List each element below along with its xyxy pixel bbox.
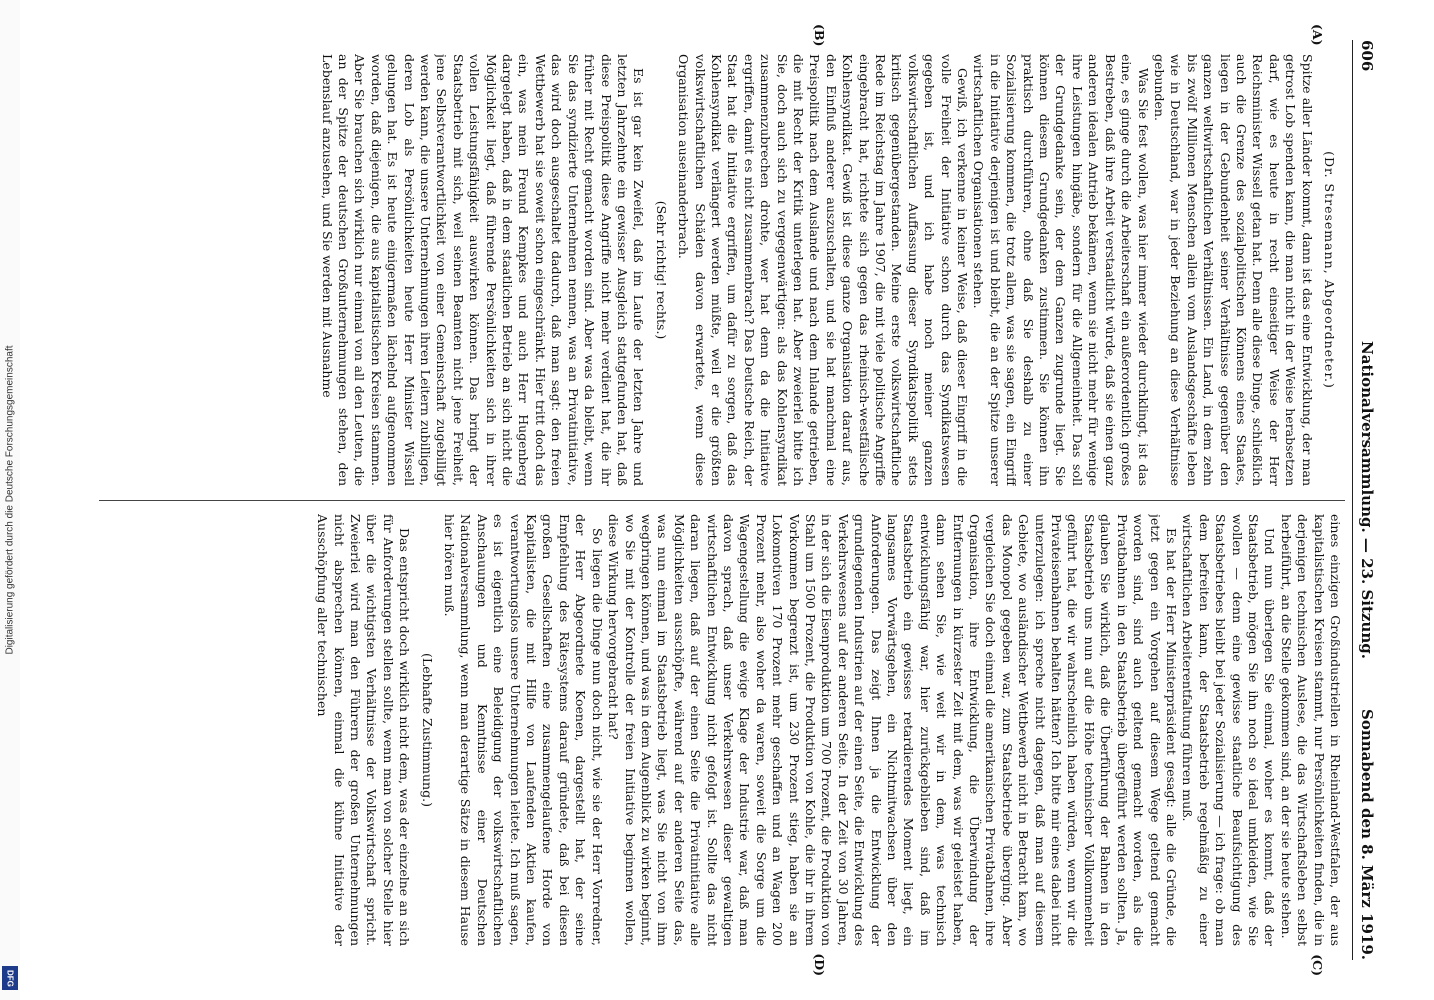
paragraph: Es hat der Herr Ministerpräsident gesagt: alle die Gründe, die jetzt gegen ein Vorgehen auf diesem Wege geltend gemacht worden sind, sind auch geltend gemacht worden, als die Privatbahnen in den Staatsbetrieb übergeführt werden sollten. Ja, glauben Sie wirklich, daß die Überführung der Bahnen in den Staatsbetrieb uns nun auf die Höhe technischer Vollkommenheit geführt hat, die wir wahrscheinlich haben würden, wenn wir die Privateisenbahnen behalten hätten? Ich bitte mir eines dabei nicht unterzulegen: ich spreche nicht dagegen, daß man auf diesem Gebiete, wo ausländischer Wettbewerb nicht in Betracht kam, wo das Monopol gegeben war, zum Staatsbetriebe überging. Aber vergleichen Sie doch einmal die amerikanischen Privatbahnen, ihre Organisation, ihre Entwicklung, die Überwindung der Entfernungen in kürzester Zeit mit dem, was wir geleistet haben, dann sehen Sie, wie weit wir in dem, was technisch entwicklungsfähig war, hier zurückgeblieben sind, daß im Staatsbetrieb ein gewisses retardierendes Moment liegt, ein langsames Vorwärtsgehen, ein Nichtmitwachsen über den Anforderungen. Das zeigt Ihnen ja die Entwicklung der grundlegenden Industrien auf der einen Seite, die Entwicklung des Verkehrswesens auf der anderen Seite. In der Zeit von 30 Jahren, in der sich die Eisenproduktion um 700 Prozent, die Produktion von Stahl um 1500 Prozent, die Produktion von Kohle, die ihr in ihrem Vorkommen begrenzt ist, um 230 Prozent stieg, haben sie an Lokomotiven 170 Prozent mehr geschaffen und an Wagen 200 Prozent mehr, also woher da waren, soweit die Sorge um die Wagengestellung die ewige Klage der Industrie war, daß man davon sprach, daß unser Verkehrswesen dieser gewaltigen wirtschaftlichen Entwicklung nicht gefolgt ist. Sollte das nicht daran liegen, daß auf der einen Seite die Privatinitiative alle Möglichkeiten ausschöpfte, während auf der anderen Seite das, was nun einmal im Staatsbetrieb liegt, was Sie nicht von ihm wegbringen können, und was in dem Augenblick zu wirken beginnt, wo Sie mit der Kontrolle der freien Initiative beginnen wollen, diese Wirkung hervorgebracht hat? [606,514,1179,946]
digitization-credit: Digitalisierung gefördert durch die Deutsche Forschungsgemeinschaft [4,345,16,655]
paragraph: Das entspricht doch wirklich nicht dem, was der einzelne an sich für Anforderungen stellen sollte, wenn man von solcher Stelle hier über die wichtigsten Verhältnisse der Volkswirtschaft spricht. Zweierlei wird man den Führern der großen Unternehmungen nicht absprechen können, einmal die kühne Initiative der Ausschöpfung aller technischen [315,514,413,946]
scanned-page [87,20,1387,980]
paragraph: Gewiß, ich verkenne in keiner Weise, daß dieser Eingriff in die volle Freiheit der Initiative schon durch das Syndikatswesen gegeben ist, und ich habe noch meiner ganzen volkswirtschaftlichen Auffassung dieser Syndikatspolitik stets kritisch gegenübergestanden. Meine erste volkswirtschaftliche Rede im Reichstag im Jahre 1907, die mit viele politische Angriffe eingebracht hat, richtete sich gegen das rheinisch-westfälische Kohlensyndikat. Gewiß ist diese ganze Organisation darauf aus, den Einfluß anderer auszuschalten, und sie hat manchmal eine Preispolitik nach dem Auslande und nach dem Inlande getrieben, die mit Recht der Kritik unterlegen hat. Aber zweierlei bitte ich Sie, doch auch sich zu vergegenwärtigen: als das Kohlensyndikat zusammenzubrechen drohte, wer hat denn da die Initiative ergriffen, damit es nicht zusammenbrach? Das Deutsche Reich, der Staat hat die Initiative ergriffen, um dafür zu sorgen, daß das Kohlensyndikat verlängert werden müßte, weil er die größten volkswirtschaftlichen Schäden davon erwartete, wenn diese Organisation auseinanderbrach. [676,54,971,486]
page-header [1352,40,1377,960]
speaker-line: (Dr. Stresemann, Abgeordneter.) [1322,151,1337,389]
paragraph: Und nun überlegen Sie einmal, woher es kommt, daß der Staatsbetrieb, mögen Sie ihn noch so ideal umkleiden, wie Sie wollen — denn eine gewisse staatliche Beaufsichtigung des Staatsbetriebes bleibt bei jeder Sozialisierung — ich frage: ob man dem befreiten kann, der Staatsbetrieb regelmäßig zu einer wirtschaftlichen Arbeiterentfaltung führen muß. [1180,514,1278,946]
page-number: 606 [1358,40,1376,72]
paragraph: Es ist gar kein Zweifel, daß im Laufe der letzten Jahre und letzten Jahrzehnte ein gewisser Ausgleich stattgefunden hat, daß diese Preispolitik diese Angriffe nicht mehr verdient hat, die ihr früher mit Recht gemacht worden sind. Aber was da bleibt, wenn Sie das syndizierte Unternehmen nennen, was an Privatinitiative, das wird doch ausgeschaltet dadurch, daß man sagt: den freien Wettbewerb hat sie soweit schon eingeschränkt. Hier tritt doch das ein, was mein Freund Kempkes und auch Herr Hugenberg dargelegt haben, daß in dem staatlichen Betrieb an sich nicht die Möglichkeit liegt, daß führende Persönlichkeiten sich in ihrer vollen Leistungsfähigkeit auswirken können. Das bringt der Staatsbetrieb mit sich, weil seinen Beamten nicht jene Freiheit, jene Selbstverantwortlichkeit von einer Gemeinschaft zugebilligt werden kann, die unsere Unternehmungen ihren Leitern zubilligen, deren Lob als Persönlichkeiten heute Herr Minister Wissell gelungen hat. Es ist heute einigermaßen lächelnd aufgenommen worden, daß diejenigen, die aus kapitalistischen Kreisen stammen. Aber Sie brauchen sich wirklich nur einmal von all den Leuten, die an der Spitze der deutschen Großunternehmungen stehen, den Lebenslauf anzusehen, und Sie werden mit Ausnahme [319,54,647,486]
digitization-strip [0,0,20,1000]
paragraph: eines einzigen Großindustriellen in Rheinland-Westfalen, der aus kapitalistischen Kreisen stammt, nur Persönlichkeiten finden, die in derjenigen technischen Auslese, die das Wirtschaftsleben selbst herbeiführt, an die Stelle gekommen sind, an der sie heute stehen. [1278,514,1343,946]
margin-mark-a: (A) [1310,24,1325,46]
column-divider [99,500,1345,501]
margin-mark-c: (C) [1310,954,1325,976]
right-column [97,514,1343,946]
page-date: Sonnabend den 8. März 1919. [1358,709,1376,960]
interjection: (Sehr richtig! rechts.) [653,200,669,340]
interjection: (Lebhafte Zustimmung.) [419,653,435,807]
left-column [97,54,1343,486]
page-title: Nationalversammlung. — 23. Sitzung. [1358,341,1376,659]
paragraph: So liegen die Dinge nun doch nicht, wie sie der Herr Vorredner, der Herr Abgeordnete Koenen, dargestellt hat, der seine Empfehlung des Rätesystems darauf gründete, daß bei diesen großen Gesellschaften eine zusammengelaufene Horde von Kapitalisten, die mit Hilfe von Laufenden Aktien kaufen, verantwortungslos unsere Unternehmungen leitete. Ich muß sagen, es ist eigentlich eine Beleidigung der volkswirtschaftlichen Anschauungen und Kenntnisse einer Deutschen Nationalversammlung, wenn man derartige Sätze in diesem Hause hier hören muß. [442,514,605,946]
margin-mark-d: (D) [812,953,827,976]
margin-mark-b: (B) [812,24,827,47]
paragraph: Spitze aller Länder kommt, dann ist das eine Entwicklung, der man getrost Lob spenden kann, die man nicht in der Weise herabsetzen darf, wie es heute in recht einseitiger Weise der Herr Reichsminister Wissell getan hat. Denn alle diese Dinge, schließlich auch die Grenze des sozialpolitischen Könnens eines Staates, liegen in der Gebundenheit seiner Verhältnisse gegenüber den ganzen weltwirtschaftlichen Verhältnissen. Ein Land, in dem zehn bis zwölf Millionen Menschen allein vom Auslandsgeschäfte leben wie in Deutschland, war in jeder Beziehung an diese Verhältnisse gebunden. [1151,54,1315,486]
paragraph: Was Sie fest wollen, was hier immer wieder durchklingt, ist das eine, es ginge durch die Arbeiterschaft ein außerordentlich großes Bestreben, daß ihre Arbeit verstaatlicht würde, daß sie einen ganz anderen idealen Antrieb bekämen, wenn sie nicht mehr für wenige ihre Leistungen hingäbe, sondern für die Allgemeinheit. Das soll der Grundgedanke sein, der dem Ganzen zugrunde liegt. Sie können diesem Grundgedanken zustimmen. Sie können ihn praktisch durchführen, ohne daß Sie deshalb zu einer Sozialisierung kommen, die trotz allem, was sie sagen, ein Eingriff in die Initiative derjenigen ist und bleibt, die an der Spitze unserer wirtschaftlichen Organisationen stehen. [971,54,1151,486]
dfg-logo: DFG [2,966,18,990]
